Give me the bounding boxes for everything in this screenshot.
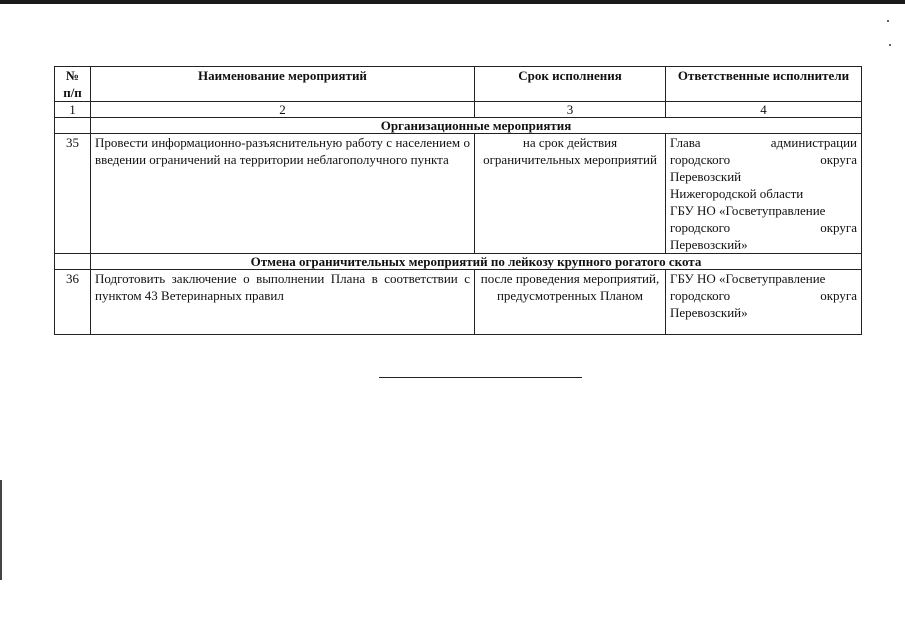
responsible-line: городского округа (670, 220, 857, 235)
responsible-line: ГБУ НО «Госветуправление (670, 271, 826, 286)
header-num: № п/п (55, 67, 91, 102)
table-row (55, 270, 862, 335)
section-heading-row (55, 118, 862, 134)
responsible-line: Нижегородской области (670, 186, 804, 201)
measure-deadline: на срок действия ограничительных мероприятий (475, 134, 666, 254)
scan-top-edge (0, 0, 905, 4)
header-name: Наименование мероприятий (91, 67, 475, 102)
scan-left-edge-mark (0, 480, 2, 580)
end-of-document-rule (379, 377, 582, 378)
measure-responsible (666, 270, 862, 335)
table-row (55, 134, 862, 254)
section-heading-row (55, 254, 862, 270)
row-number: 35 (55, 134, 91, 254)
header-deadline: Срок исполнения (475, 67, 666, 102)
measure-responsible (666, 134, 862, 254)
section-title: Отмена ограничительных мероприятий по лейкозу крупного рогатого скота (91, 254, 862, 270)
column-number-row (55, 102, 862, 118)
section-empty-cell (55, 254, 91, 270)
row-number: 36 (55, 270, 91, 335)
scan-speck (887, 20, 889, 22)
column-number: 2 (91, 102, 475, 118)
responsible-line: ГБУ НО «Госветуправление (670, 203, 826, 218)
responsible-line: Перевозский» (670, 305, 748, 320)
section-empty-cell (55, 118, 91, 134)
responsible-line: Глава администрации (670, 135, 857, 150)
responsible-line: городского округа (670, 152, 857, 167)
responsible-line: Перевозский» (670, 237, 748, 252)
responsible-line: Перевозский (670, 169, 742, 184)
measure-name: Подготовить заключение о выполнении Плана в соответствии с пунктом 43 Ветеринарных правил (91, 270, 475, 335)
column-number: 4 (666, 102, 862, 118)
column-number: 3 (475, 102, 666, 118)
measure-name: Провести информационно-разъяснительную работу с населением о введении ограничений на территории неблагополучного пункта (91, 134, 475, 254)
measure-deadline: после проведения мероприятий, предусмотренных Планом (475, 270, 666, 335)
measures-table (54, 66, 862, 335)
header-responsible: Ответственные исполнители (666, 67, 862, 102)
column-number: 1 (55, 102, 91, 118)
scan-speck (889, 44, 891, 46)
responsible-line: городского округа (670, 288, 857, 303)
section-title: Организационные мероприятия (91, 118, 862, 134)
table-header-row (55, 67, 862, 102)
